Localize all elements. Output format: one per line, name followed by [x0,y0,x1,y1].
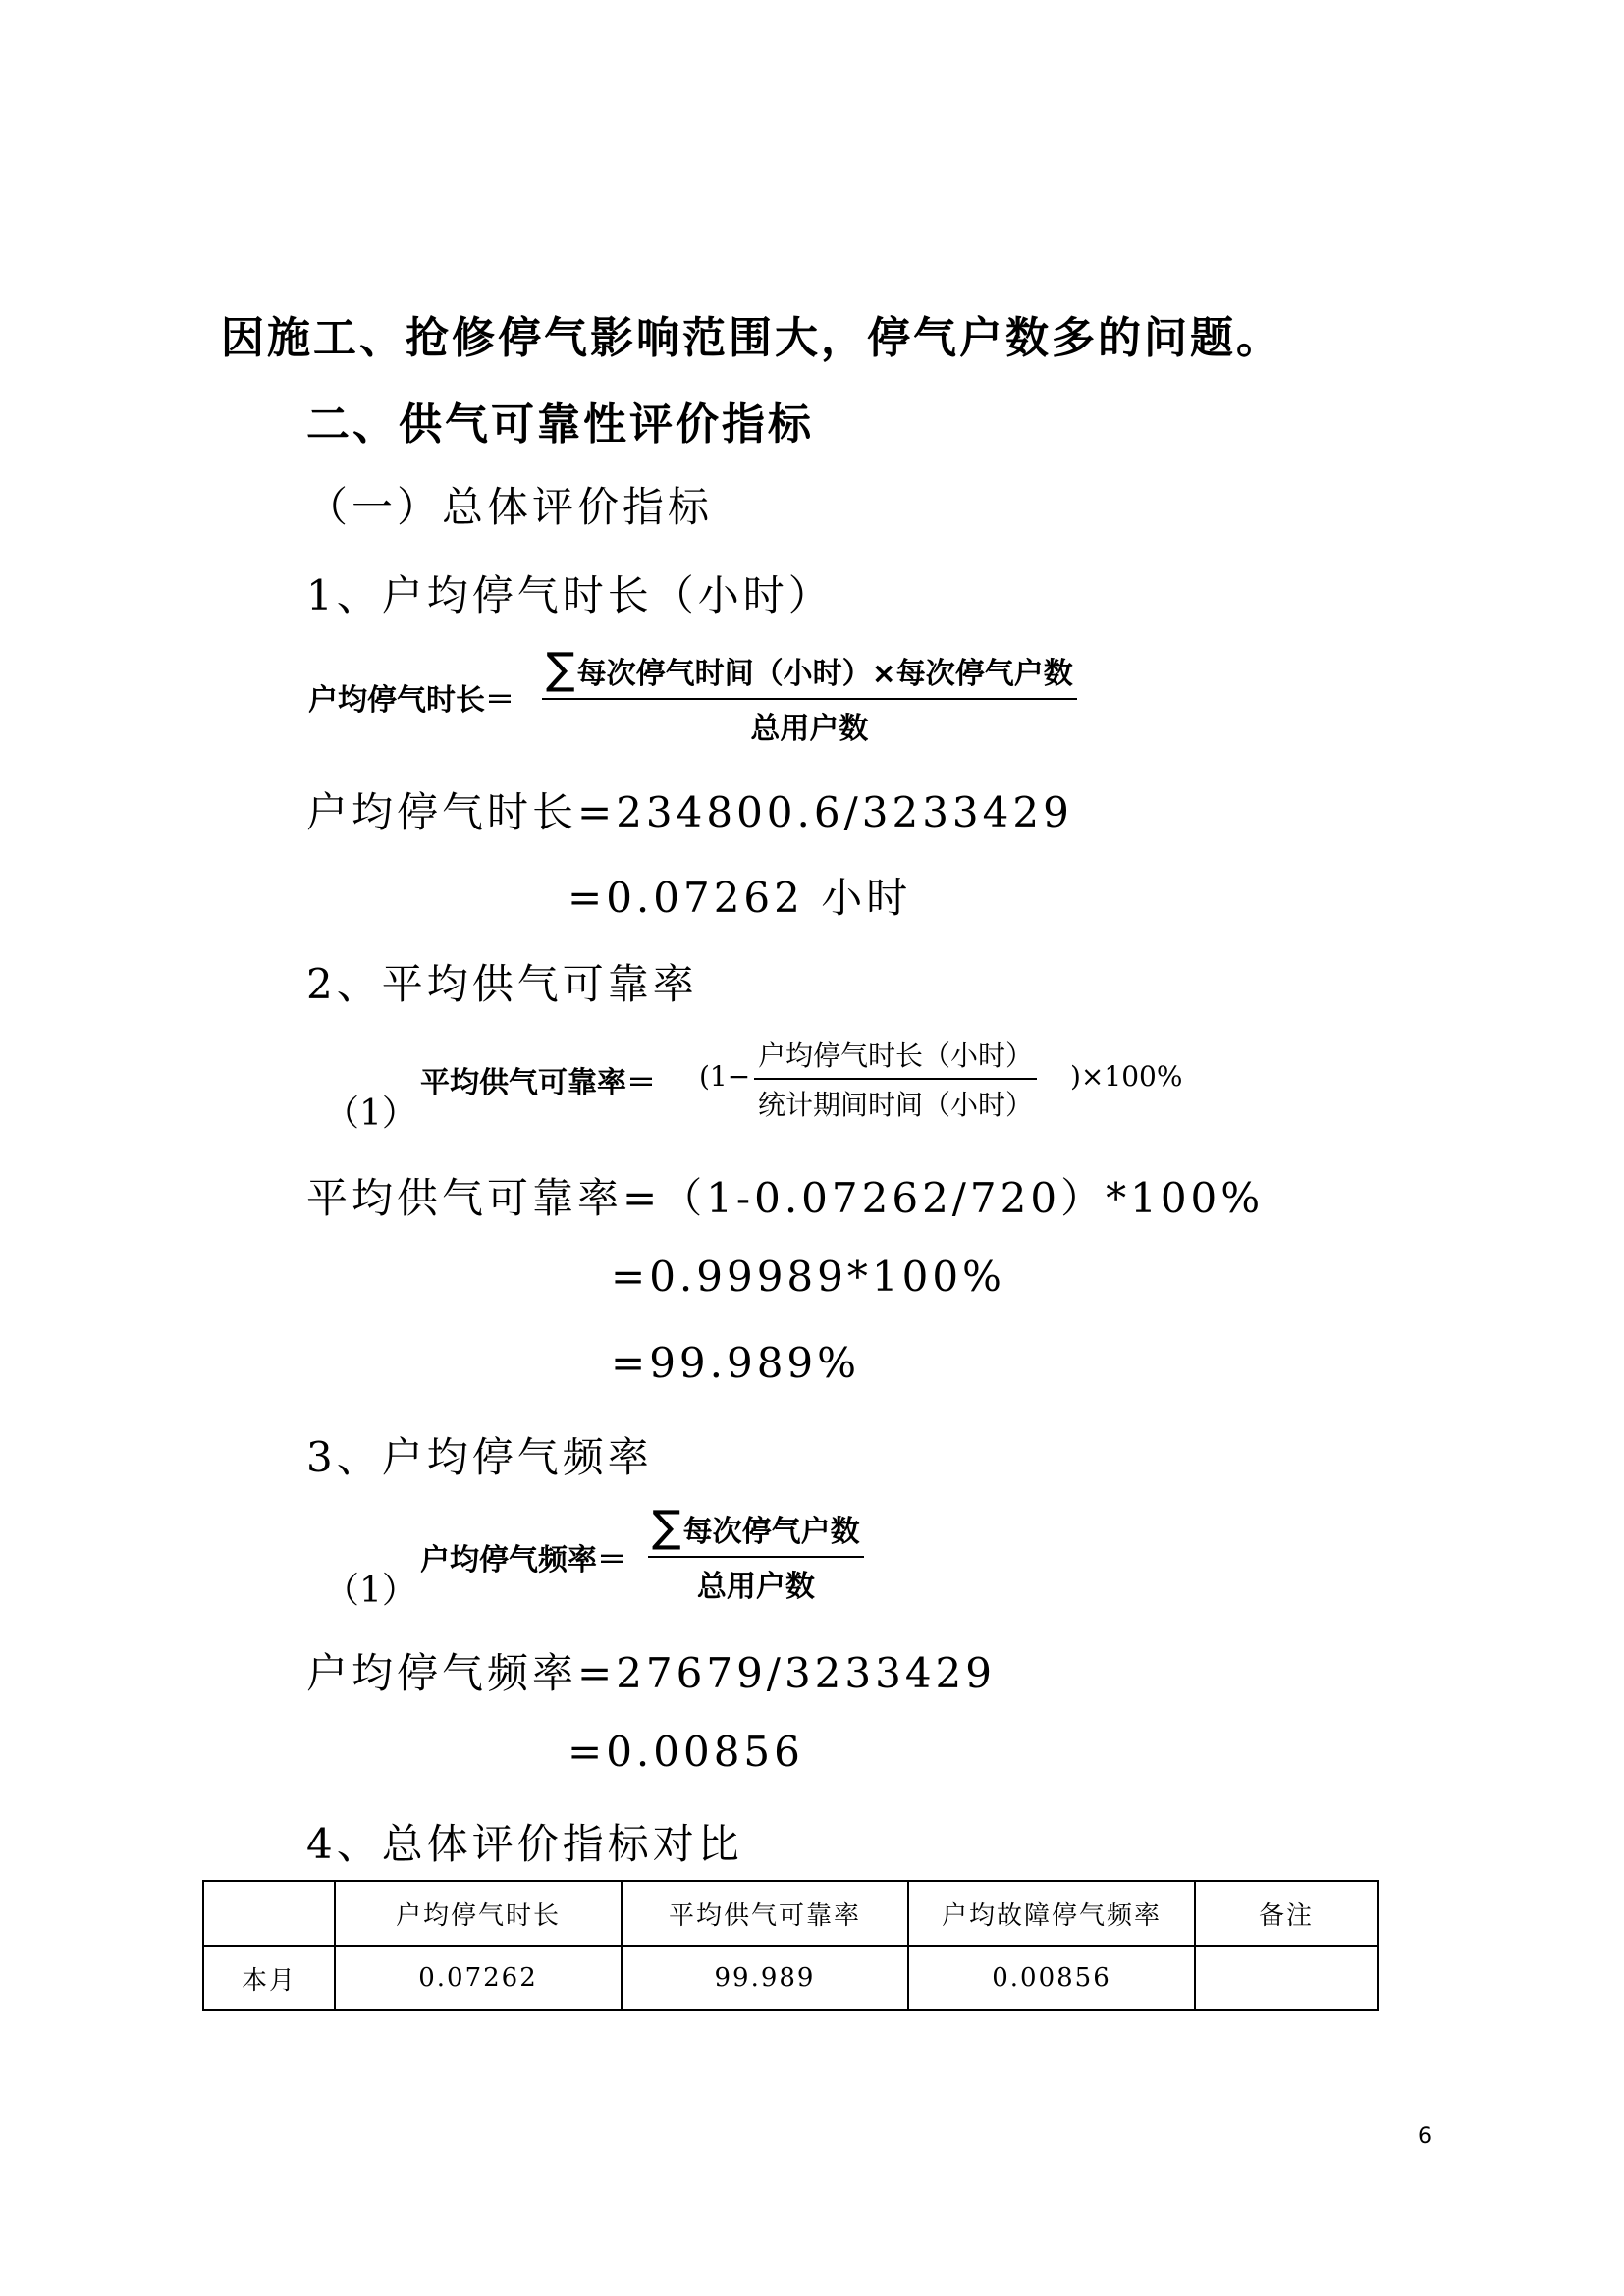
item2-formula-index: （1） [324,1094,417,1134]
table-cell: 本月 [203,1946,335,2010]
item3-formula-denominator: 总用户数 [696,1570,815,1604]
table-header-cell [203,1881,335,1946]
table-header-cell: 户均故障停气频率 [908,1881,1195,1946]
item2-calc-line2: =0.99989*100% [611,1253,1005,1301]
item1-formula-numerator: 每次停气时间（小时）×每次停气户数 [576,657,1073,691]
item1-calc-line1: 户均停气时长=234800.6/3233429 [306,788,1073,836]
sigma-symbol: ∑ [652,1502,681,1552]
section-title: 二、供气可靠性评价指标 [306,400,814,450]
item3-formula-fraction [648,1502,864,1605]
table-header-cell: 平均供气可靠率 [622,1881,908,1946]
item1-title: 1、户均停气时长（小时） [306,571,834,619]
table-cell: 0.07262 [335,1946,622,2010]
item3-title: 3、户均停气频率 [306,1433,653,1481]
item3-formula-numerator-wrap [648,1502,864,1558]
item1-formula-denominator: 总用户数 [750,712,869,746]
item3-formula-index: （1） [324,1571,417,1611]
subsection-title: （一）总体评价指标 [306,483,714,531]
item2-formula-denominator: 统计期间时间（小时） [758,1089,1034,1121]
item2-formula-fraction [754,1035,1037,1123]
table-row [203,1946,1378,2010]
sigma-symbol: ∑ [546,644,575,694]
table-header-cell: 户均停气时长 [335,1881,622,1946]
table-cell: 99.989 [622,1946,908,2010]
page-number: 6 [1418,2124,1432,2149]
item2-title: 2、平均供气可靠率 [306,960,698,1008]
item2-calc-line3: =99.989% [611,1339,861,1387]
table-header-row [203,1881,1378,1946]
item2-formula-numerator: 户均停气时长（小时） [754,1035,1037,1080]
item2-formula-close: )×100% [1070,1060,1183,1093]
item2-formula-lhs: 平均供气可靠率＝ [420,1066,656,1100]
table-cell: 0.00856 [908,1946,1195,2010]
item2-formula-open: (1− [699,1060,751,1093]
item3-formula-numerator: 每次停气户数 [682,1515,860,1549]
item1-formula-numerator-wrap [542,644,1077,700]
item3-formula-lhs: 户均停气频率＝ [420,1543,626,1577]
item2-calc-line1: 平均供气可靠率=（1-0.07262/720）*100% [306,1174,1265,1222]
item1-formula-lhs: 户均停气时长＝ [308,683,514,718]
comparison-table [202,1880,1379,2011]
intro-line: 因施工、抢修停气影响范围大，停气户数多的问题。 [221,313,1282,363]
item4-title: 4、总体评价指标对比 [306,1820,743,1868]
table-cell [1195,1946,1378,2010]
item1-calc-line2: =0.07262 小时 [568,874,912,922]
item3-calc-line2: =0.00856 [568,1728,804,1776]
item1-formula-fraction [542,644,1077,747]
item3-calc-line1: 户均停气频率=27679/3233429 [306,1649,997,1697]
table-header-cell: 备注 [1195,1881,1378,1946]
